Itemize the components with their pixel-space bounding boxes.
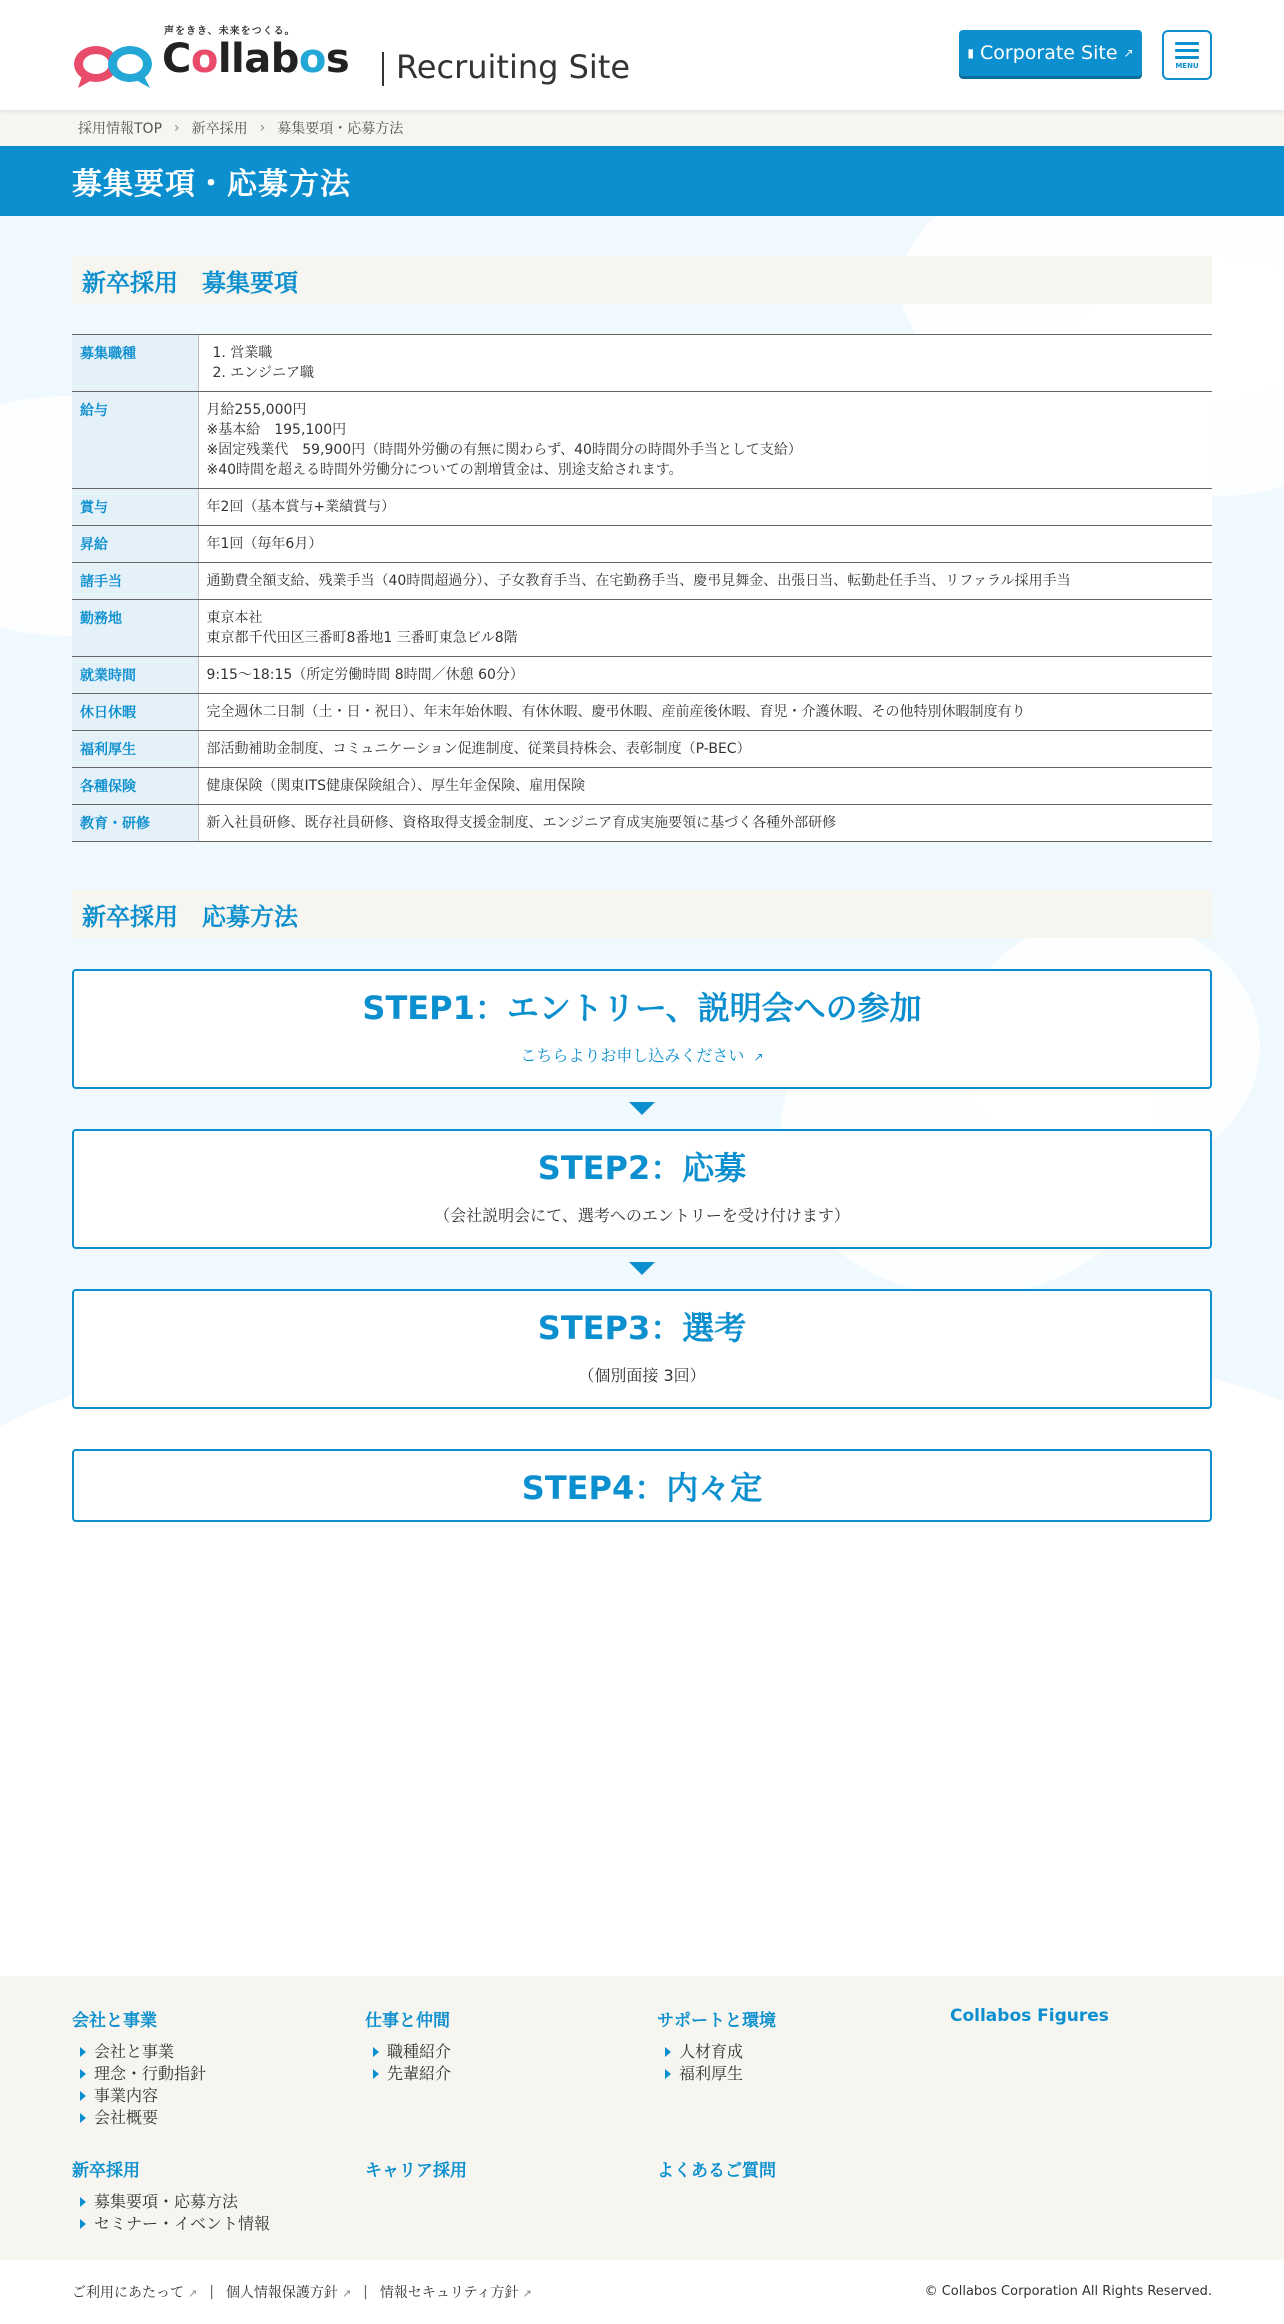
requirements-row-value bbox=[198, 731, 1212, 768]
footer-link-list bbox=[72, 2041, 352, 2129]
logo-divider bbox=[382, 52, 384, 86]
requirements-value-line: 2. エンジニア職 bbox=[212, 365, 314, 381]
requirements-value-line: 9:15～18:15（所定労働時間 8時間／休憩 60分） bbox=[206, 667, 524, 683]
step-4-title: STEP4：内々定 bbox=[521, 1469, 763, 1507]
requirements-value-line: 月給255,000円 bbox=[206, 402, 307, 418]
external-link-icon: ↗ bbox=[1123, 46, 1134, 60]
step-2-description: （会社説明会にて、選考へのエントリーを受け付けます） bbox=[434, 1206, 850, 1225]
requirements-row-label: 勤務地 bbox=[72, 600, 198, 657]
step-arrow bbox=[72, 1089, 1212, 1129]
main-content bbox=[72, 216, 1212, 1522]
arrow-down-icon bbox=[629, 1262, 655, 1275]
footer-column bbox=[657, 2006, 937, 2085]
privacy-policy-link[interactable] bbox=[226, 2282, 351, 2302]
footer-column-heading[interactable]: Collabos Figures bbox=[950, 2006, 1109, 2026]
requirements-value-line: 年2回（基本賞与+業績賞与） bbox=[206, 499, 396, 515]
step-2-title: STEP2：応募 bbox=[537, 1149, 747, 1187]
hamburger-icon bbox=[1175, 42, 1199, 45]
requirements-row-label: 給与 bbox=[72, 392, 198, 489]
step-arrow bbox=[72, 1249, 1212, 1289]
footer-link-list bbox=[657, 2041, 937, 2085]
step-3-box bbox=[72, 1289, 1212, 1409]
requirements-value-line: 1. 営業職 bbox=[212, 345, 273, 361]
logo-wordmark: Collabos bbox=[162, 36, 350, 82]
corporate-site-button[interactable] bbox=[959, 30, 1142, 76]
entry-link-label[interactable]: こちらよりお申し込みください bbox=[520, 1046, 745, 1065]
requirements-row-label: 賞与 bbox=[72, 489, 198, 526]
footer-column-heading[interactable]: 新卒採用 bbox=[72, 2161, 140, 2181]
security-policy-label[interactable]: 情報セキュリティ方針 bbox=[379, 2285, 519, 2301]
requirements-row-label: 募集職種 bbox=[72, 335, 198, 392]
requirements-row-label: 各種保険 bbox=[72, 768, 198, 805]
hamburger-bar bbox=[1175, 49, 1199, 52]
requirements-value-line: ※基本給 195,100円 bbox=[206, 422, 347, 438]
hamburger-bar bbox=[1175, 56, 1199, 59]
external-link-icon: ↗ bbox=[188, 2287, 198, 2300]
breadcrumb-item-top[interactable]: 採用情報TOP bbox=[78, 121, 163, 137]
requirements-row bbox=[72, 768, 1212, 805]
requirements-value-line: ※固定残業代 59,900円（時間外労働の有無に関わらず、40時間分の時間外手当として支給） bbox=[206, 442, 802, 458]
footer-policy-links bbox=[72, 2282, 532, 2302]
requirements-value-line: 東京本社 bbox=[206, 610, 263, 626]
footer-column-heading[interactable]: よくあるご質問 bbox=[657, 2161, 776, 2181]
page-title-bar bbox=[0, 146, 1284, 216]
footer-bottom-bar bbox=[0, 2260, 1284, 2324]
step-3-description: （個別面接 3回） bbox=[578, 1366, 706, 1385]
divider: | bbox=[209, 2284, 214, 2300]
requirements-value-line: 完全週休二日制（土・日・祝日）、年末年始休暇、有休休暇、慶弔休暇、産前産後休暇、育児・介護休暇、その他特別休暇制度有り bbox=[206, 704, 1026, 720]
breadcrumb-item-new-grad[interactable]: 新卒採用 bbox=[191, 121, 248, 137]
requirements-value-line: 通勤費全額支給、残業手当（40時間超過分）、子女教育手当、在宅勤務手当、慶弔見舞金、出張日当、転勤赴任手当、リファラル採用手当 bbox=[206, 573, 1071, 589]
requirements-value-line: 健康保険（関東ITS健康保険組合）、厚生年金保険、雇用保険 bbox=[206, 778, 586, 794]
requirements-row bbox=[72, 694, 1212, 731]
requirements-row-label: 休日休暇 bbox=[72, 694, 198, 731]
breadcrumb bbox=[0, 110, 1284, 146]
requirements-row bbox=[72, 805, 1212, 842]
menu-button[interactable] bbox=[1162, 30, 1212, 80]
requirements-row-value bbox=[198, 489, 1212, 526]
footer-link[interactable]: 事業内容 bbox=[72, 2085, 352, 2107]
requirements-heading: 新卒採用 募集要項 bbox=[72, 256, 1212, 304]
requirements-row-value bbox=[198, 392, 1212, 489]
footer-link[interactable]: 会社概要 bbox=[72, 2107, 352, 2129]
footer-column bbox=[72, 2156, 352, 2235]
requirements-row bbox=[72, 335, 1212, 392]
requirements-row-label: 昇給 bbox=[72, 526, 198, 563]
requirements-row bbox=[72, 563, 1212, 600]
requirements-row-value bbox=[198, 694, 1212, 731]
security-policy-link[interactable] bbox=[380, 2282, 532, 2302]
external-link-icon: ↗ bbox=[341, 2287, 352, 2300]
corporate-site-label: Corporate Site bbox=[980, 42, 1118, 64]
footer-column bbox=[657, 2156, 937, 2191]
site-logo[interactable] bbox=[72, 22, 632, 94]
requirements-row-label: 就業時間 bbox=[72, 657, 198, 694]
chevron-right-icon: › bbox=[259, 120, 266, 136]
copyright: © Collabos Corporation All Rights Reserved. bbox=[924, 2284, 1212, 2299]
footer-link-list bbox=[72, 2191, 352, 2235]
chevron-right-icon: › bbox=[174, 120, 180, 136]
requirements-row-value bbox=[198, 563, 1212, 600]
requirements-row bbox=[72, 731, 1212, 768]
footer-column-heading[interactable]: サポートと環境 bbox=[657, 2011, 776, 2031]
requirements-value-line: 年1回（毎年6月） bbox=[206, 536, 323, 552]
entry-link[interactable] bbox=[74, 1043, 1210, 1066]
logo-tagline: 声をきき、未来をつくる。 bbox=[164, 26, 296, 37]
footer-column bbox=[365, 2156, 645, 2191]
site-name: Recruiting Site bbox=[396, 48, 631, 86]
footer-link[interactable]: 福利厚生 bbox=[657, 2063, 937, 2085]
requirements-row-value bbox=[198, 768, 1212, 805]
external-link-icon: ↗ bbox=[753, 1050, 764, 1064]
step-4-box bbox=[72, 1449, 1212, 1522]
requirements-row-value bbox=[198, 805, 1212, 842]
footer-link[interactable]: セミナー・イベント情報 bbox=[72, 2213, 352, 2235]
requirements-row bbox=[72, 489, 1212, 526]
step-1-title: STEP1：エントリー、説明会への参加 bbox=[362, 989, 922, 1027]
requirements-value-line: ※40時間を超える時間外労働分についての割増賃金は、別途支給されます。 bbox=[206, 462, 683, 478]
requirements-value-line: 部活動補助金制度、コミュニケーション促進制度、従業員持株会、表彰制度（P-BEC） bbox=[206, 741, 751, 757]
menu-label: MENU bbox=[1175, 62, 1199, 70]
requirements-row-value bbox=[198, 526, 1212, 563]
requirements-row bbox=[72, 392, 1212, 489]
footer-link[interactable]: 人材育成 bbox=[657, 2041, 937, 2063]
step-1-box bbox=[72, 969, 1212, 1089]
footer-link[interactable]: 募集要項・応募方法 bbox=[72, 2191, 352, 2213]
requirements-row-label: 諸手当 bbox=[72, 563, 198, 600]
building-icon: ▮ bbox=[967, 46, 975, 60]
footer-column bbox=[950, 2006, 1230, 2036]
footer-link-list bbox=[365, 2041, 645, 2085]
terms-of-use-label[interactable]: ご利用にあたって bbox=[72, 2285, 184, 2301]
requirements-row-label: 福利厚生 bbox=[72, 731, 198, 768]
logo-speech-bubbles-icon bbox=[72, 42, 156, 90]
requirements-row-value bbox=[198, 335, 1212, 392]
application-heading: 新卒採用 応募方法 bbox=[72, 890, 1212, 938]
footer-column-heading[interactable]: 会社と事業 bbox=[72, 2011, 157, 2031]
footer-link[interactable]: 先輩紹介 bbox=[365, 2063, 645, 2085]
step-3-title: STEP3：選考 bbox=[537, 1309, 747, 1347]
requirements-row bbox=[72, 526, 1212, 563]
requirements-row-label: 教育・研修 bbox=[72, 805, 198, 842]
footer-column bbox=[72, 2006, 352, 2129]
footer-column-heading[interactable]: キャリア採用 bbox=[365, 2161, 467, 2181]
requirements-row bbox=[72, 657, 1212, 694]
requirements-row-value bbox=[198, 600, 1212, 657]
page-title: 募集要項・応募方法 bbox=[72, 167, 351, 202]
breadcrumb-item-current: 募集要項・応募方法 bbox=[277, 121, 404, 137]
terms-of-use-link[interactable] bbox=[72, 2282, 197, 2302]
requirements-row-value bbox=[198, 657, 1212, 694]
arrow-down-icon bbox=[629, 1102, 655, 1115]
site-header bbox=[0, 0, 1284, 110]
footer-link[interactable]: 職種紹介 bbox=[365, 2041, 645, 2063]
site-footer bbox=[0, 1976, 1284, 2260]
footer-column bbox=[365, 2006, 645, 2085]
requirements-value-line: 新入社員研修、既存社員研修、資格取得支援金制度、エンジニア育成実施要領に基づく各種外部研修 bbox=[206, 815, 837, 831]
external-link-icon: ↗ bbox=[522, 2287, 532, 2300]
privacy-policy-label[interactable]: 個人情報保護方針 bbox=[225, 2285, 338, 2301]
step-2-box bbox=[72, 1129, 1212, 1249]
footer-column-heading[interactable]: 仕事と仲間 bbox=[365, 2011, 450, 2031]
divider: | bbox=[363, 2284, 368, 2300]
requirements-row bbox=[72, 600, 1212, 657]
footer-link[interactable]: 会社と事業 bbox=[72, 2041, 352, 2063]
requirements-value-line: 東京都千代田区三番町8番地1 三番町東急ビル8階 bbox=[206, 630, 518, 646]
footer-link[interactable]: 理念・行動指針 bbox=[72, 2063, 352, 2085]
requirements-table bbox=[72, 334, 1212, 842]
